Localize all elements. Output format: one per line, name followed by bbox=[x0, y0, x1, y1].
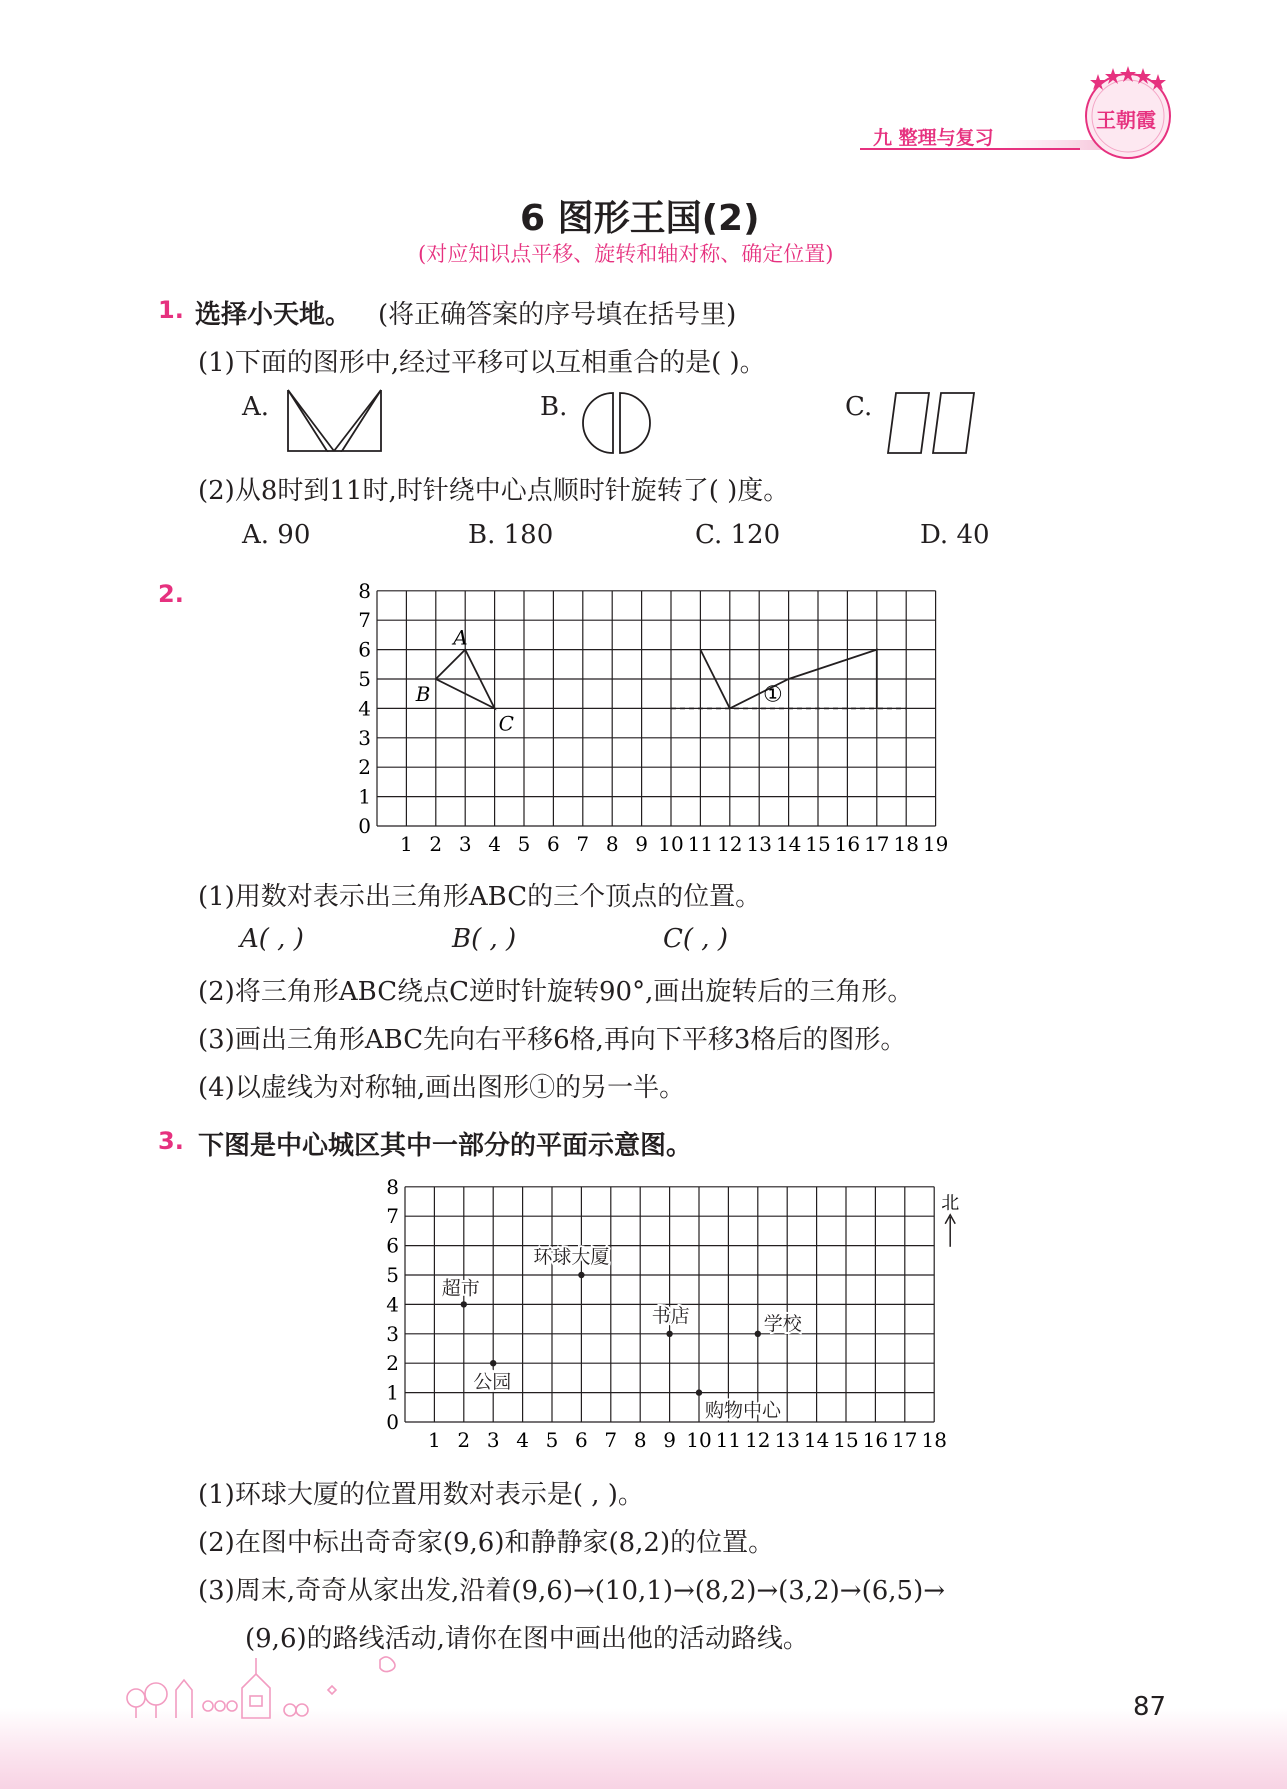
x-tick-label: 1 bbox=[400, 832, 413, 856]
y-tick-label: 0 bbox=[358, 814, 371, 838]
place-dot bbox=[666, 1331, 672, 1337]
x-tick-label: 16 bbox=[834, 832, 861, 856]
brand-logo-text: 王朝霞 bbox=[1096, 108, 1156, 132]
q3-sub3-line2: (9,6)的路线活动,请你在图中画出他的活动路线。 bbox=[245, 1624, 809, 1654]
q2-sub2-text: (2)将三角形ABC绕点C逆时针旋转90°,画出旋转后的三角形。 bbox=[198, 977, 914, 1007]
place-dot bbox=[696, 1389, 702, 1395]
map-x-tick-label: 16 bbox=[862, 1428, 889, 1452]
q2-number: 2. bbox=[158, 580, 184, 608]
x-tick-label: 10 bbox=[658, 832, 684, 856]
y-tick-label: 4 bbox=[358, 696, 371, 721]
option-b-left-half bbox=[583, 393, 613, 453]
north-label: 北 bbox=[941, 1192, 960, 1214]
map-y-tick-label: 1 bbox=[386, 1380, 399, 1405]
q3-heading: 下图是中心城区其中一部分的平面示意图。 bbox=[198, 1131, 693, 1161]
vertex-label-b: B bbox=[415, 682, 431, 706]
map-x-tick-label: 13 bbox=[774, 1428, 800, 1452]
q2-answer-b: B( , ) bbox=[452, 924, 517, 954]
vertex-label-c: C bbox=[498, 711, 514, 736]
footer-band bbox=[0, 1708, 1287, 1789]
q1-sub2-option-a: A. 90 bbox=[242, 520, 311, 550]
q3-sub3-line1: (3)周末,奇奇从家出发,沿着(9,6)→(10,1)→(8,2)→(3,2)→(6,5)→ bbox=[198, 1576, 946, 1606]
map-x-tick-label: 4 bbox=[516, 1428, 529, 1452]
map-x-tick-label: 6 bbox=[575, 1428, 588, 1452]
map-x-tick-label: 1 bbox=[428, 1428, 441, 1452]
option-c-left-parallelogram bbox=[888, 393, 929, 453]
map-x-tick-label: 18 bbox=[921, 1428, 947, 1452]
map-x-tick-label: 15 bbox=[833, 1428, 859, 1452]
page-number: 87 bbox=[1133, 1692, 1167, 1722]
q3-number: 3. bbox=[158, 1127, 184, 1155]
place-label: 公园 bbox=[473, 1371, 512, 1394]
q1-option-b: B. bbox=[540, 392, 568, 422]
map-x-tick-label: 11 bbox=[715, 1428, 742, 1452]
q3-sub1-text: (1)环球大厦的位置用数对表示是( , )。 bbox=[198, 1480, 644, 1510]
map-x-tick-label: 8 bbox=[633, 1428, 647, 1452]
place-dot bbox=[461, 1301, 467, 1307]
footer-illustration bbox=[118, 1650, 418, 1720]
q2-sub4-text: (4)以虚线为对称轴,画出图形①的另一半。 bbox=[198, 1073, 686, 1103]
q1-instruction: (将正确答案的序号填在括号里) bbox=[378, 300, 737, 330]
page-title: 6 图形王国(2) bbox=[520, 198, 760, 239]
x-tick-label: 9 bbox=[635, 832, 648, 856]
x-tick-label: 17 bbox=[864, 832, 890, 856]
q1-number: 1. bbox=[158, 296, 184, 324]
map-x-tick-label: 3 bbox=[486, 1428, 500, 1452]
q1-option-c: C. bbox=[845, 392, 873, 422]
q1-heading: 选择小天地。 bbox=[195, 300, 352, 330]
y-tick-label: 6 bbox=[358, 637, 371, 662]
y-tick-label: 2 bbox=[358, 755, 371, 780]
x-tick-label: 5 bbox=[517, 832, 531, 856]
q1-sub2-option-d: D. 40 bbox=[920, 520, 990, 550]
map-x-tick-label: 14 bbox=[803, 1428, 830, 1452]
page-subtitle: (对应知识点平移、旋转和轴对称、确定位置) bbox=[418, 242, 834, 266]
place-dot bbox=[578, 1272, 584, 1278]
q2-answer-c: C( , ) bbox=[663, 924, 728, 954]
option-b-right-half bbox=[620, 393, 650, 453]
x-tick-label: 2 bbox=[429, 832, 443, 856]
x-tick-label: 18 bbox=[893, 832, 919, 856]
map-x-tick-label: 12 bbox=[745, 1428, 771, 1452]
y-tick-label: 7 bbox=[358, 608, 371, 633]
x-tick-label: 12 bbox=[717, 832, 743, 856]
map-x-tick-label: 7 bbox=[604, 1428, 618, 1452]
x-tick-label: 13 bbox=[746, 832, 772, 856]
q1-sub2-option-b: B. 180 bbox=[468, 520, 554, 550]
q2-sub1-text: (1)用数对表示出三角形ABC的三个顶点的位置。 bbox=[198, 882, 762, 912]
option-b-figure bbox=[582, 390, 652, 456]
place-label: 环球大厦 bbox=[533, 1246, 610, 1268]
q2-answer-a: A( , ) bbox=[240, 924, 304, 954]
q1-sub2-option-c: C. 120 bbox=[695, 520, 781, 550]
q2-coordinate-grid bbox=[350, 578, 970, 858]
q3-sub2-text: (2)在图中标出奇奇家(9,6)和静静家(8,2)的位置。 bbox=[198, 1528, 775, 1558]
x-tick-label: 19 bbox=[922, 832, 949, 856]
map-y-tick-label: 4 bbox=[386, 1292, 399, 1317]
x-tick-label: 6 bbox=[547, 832, 560, 856]
q1-option-a: A. bbox=[242, 392, 270, 422]
map-y-tick-label: 3 bbox=[386, 1321, 399, 1346]
vertex-label-a: A bbox=[453, 625, 468, 650]
x-tick-label: 8 bbox=[605, 832, 619, 856]
map-y-tick-label: 8 bbox=[386, 1176, 399, 1199]
q2-sub3-text: (3)画出三角形ABC先向右平移6格,再向下平移3格后的图形。 bbox=[198, 1025, 907, 1055]
y-tick-label: 8 bbox=[358, 578, 371, 603]
map-x-tick-label: 2 bbox=[457, 1428, 471, 1452]
x-tick-label: 4 bbox=[488, 832, 501, 856]
map-y-tick-label: 5 bbox=[386, 1263, 399, 1287]
figure-1-label: ① bbox=[763, 682, 783, 708]
q3-city-map-grid bbox=[378, 1176, 978, 1456]
option-a-diag-right bbox=[334, 390, 381, 451]
brand-logo bbox=[1072, 60, 1184, 160]
x-tick-label: 14 bbox=[775, 832, 802, 856]
map-x-tick-label: 10 bbox=[686, 1428, 712, 1452]
x-tick-label: 15 bbox=[805, 832, 831, 856]
option-c-figure bbox=[886, 390, 978, 456]
x-tick-label: 11 bbox=[687, 832, 714, 856]
option-a-right-triangle bbox=[342, 390, 381, 451]
map-x-tick-label: 17 bbox=[892, 1428, 918, 1452]
place-label: 购物中心 bbox=[705, 1399, 782, 1422]
map-x-tick-label: 5 bbox=[545, 1428, 559, 1452]
x-tick-label: 7 bbox=[576, 832, 590, 856]
place-label: 超市 bbox=[441, 1277, 480, 1300]
x-tick-label: 3 bbox=[458, 832, 472, 856]
chapter-label: 九 整理与复习 bbox=[873, 127, 994, 149]
map-y-tick-label: 0 bbox=[386, 1410, 399, 1434]
map-x-tick-label: 9 bbox=[663, 1428, 676, 1452]
map-y-tick-label: 6 bbox=[386, 1233, 399, 1258]
place-dot bbox=[490, 1360, 496, 1366]
map-y-tick-label: 7 bbox=[386, 1204, 399, 1229]
map-y-tick-label: 2 bbox=[386, 1351, 399, 1376]
q1-sub2-text: (2)从8时到11时,时针绕中心点顺时针旋转了( )度。 bbox=[198, 476, 790, 506]
place-dot bbox=[755, 1331, 761, 1337]
option-c-right-parallelogram bbox=[933, 393, 974, 453]
option-a-diag-left bbox=[288, 390, 334, 451]
q1-sub1-text: (1)下面的图形中,经过平移可以互相重合的是( )。 bbox=[198, 348, 766, 378]
y-tick-label: 1 bbox=[358, 784, 371, 809]
place-label: 学校 bbox=[763, 1312, 802, 1335]
place-label: 书店 bbox=[651, 1304, 690, 1327]
y-tick-label: 3 bbox=[358, 725, 371, 750]
y-tick-label: 5 bbox=[358, 667, 371, 691]
option-a-figure bbox=[286, 388, 384, 454]
